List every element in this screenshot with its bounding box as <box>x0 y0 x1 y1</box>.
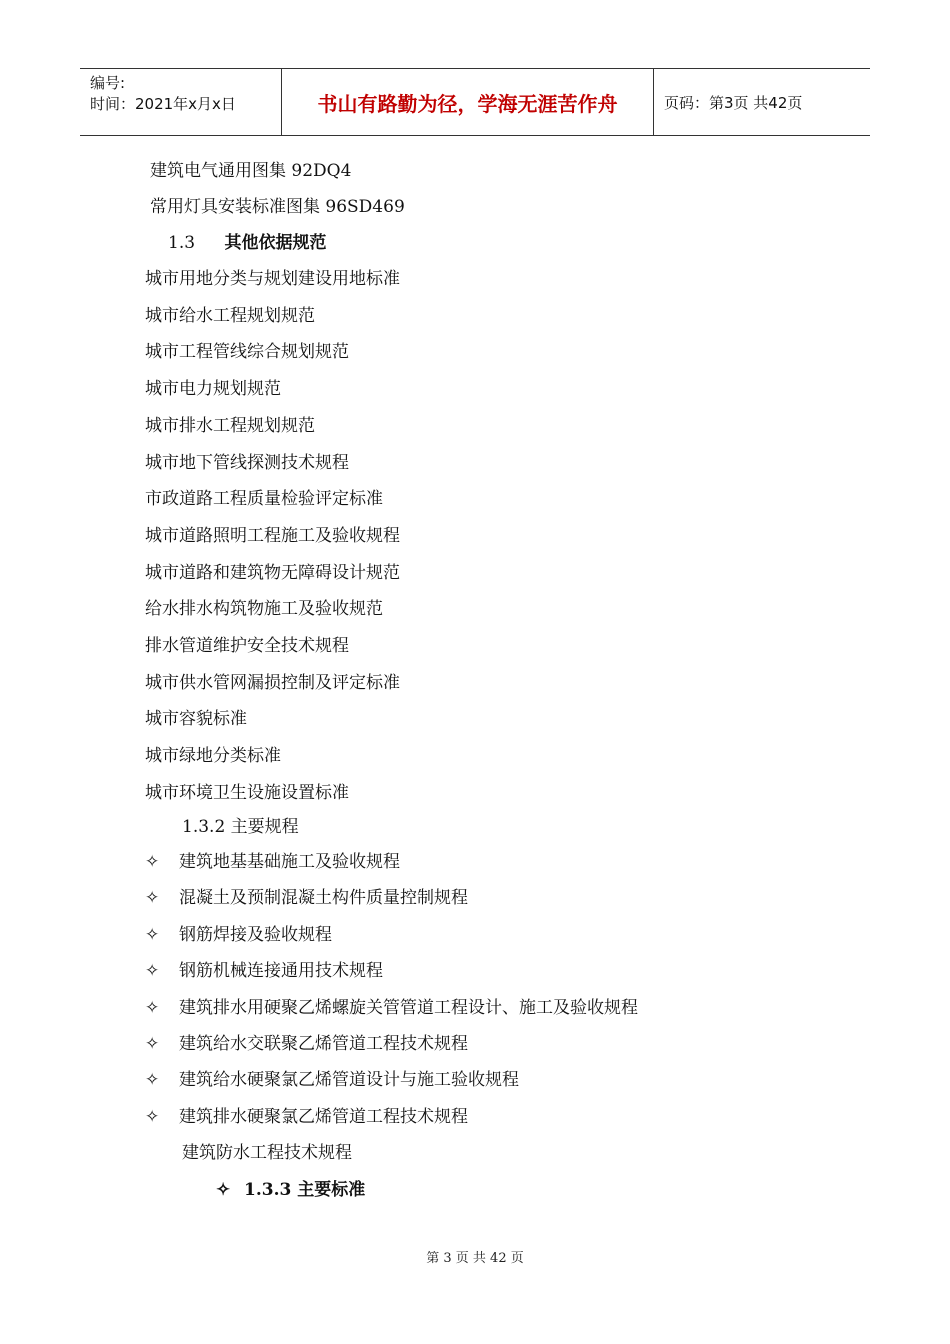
document-date: 时间：2021年x月x日 <box>90 95 236 113</box>
diamond-bullet-icon: ✧ <box>145 852 160 872</box>
page-header <box>80 68 870 136</box>
page-footer: 第 3 页 共 42 页 <box>426 1251 524 1266</box>
section-number: 1.3 <box>168 233 196 253</box>
list-item <box>145 1033 468 1055</box>
list-item-text: 建筑给水交联聚乙烯管道工程技术规程 <box>179 1034 468 1054</box>
list-item-text: 混凝土及预制混凝土构件质量控制规程 <box>179 888 468 909</box>
reference-line: 建筑电气通用图集 92DQ4 <box>150 161 352 181</box>
list-item: 城市电力规划规范 <box>145 379 281 400</box>
header-motto: 书山有路勤为径，学海无涯苦作舟 <box>282 69 654 135</box>
list-item-text: 建筑地基基础施工及验收规程 <box>179 852 400 872</box>
list-item: 给水排水构筑物施工及验收规范 <box>145 599 383 620</box>
diamond-bullet-icon: ✧ <box>145 888 160 909</box>
list-item: 城市容貌标准 <box>145 709 247 730</box>
list-item <box>145 924 332 946</box>
header-page-info: 页码：第3页 共42页 <box>664 93 803 112</box>
reference-line: 常用灯具安装标准图集 96SD469 <box>150 197 405 217</box>
section-heading-1-3-3 <box>216 1179 365 1201</box>
list-item <box>145 887 468 909</box>
list-item <box>145 960 383 982</box>
diamond-bullet-icon: ✧ <box>145 1034 160 1054</box>
list-item: 城市给水工程规划规范 <box>145 305 315 326</box>
list-item <box>145 1069 519 1091</box>
list-item: 城市工程管线综合规划规范 <box>145 342 349 363</box>
section-heading-1-3 <box>168 232 326 254</box>
diamond-bullet-icon: ✧ <box>145 1106 160 1127</box>
document-number-label: 编号: <box>90 74 126 92</box>
list-item: 城市道路和建筑物无障碍设计规范 <box>145 562 400 583</box>
list-item: 市政道路工程质量检验评定标准 <box>145 489 383 510</box>
diamond-bullet-icon: ✧ <box>216 1180 231 1200</box>
list-item: 城市环境卫生设施设置标准 <box>145 782 349 803</box>
section-title: 其他依据规范 <box>224 233 327 253</box>
list-item: 排水管道维护安全技术规程 <box>145 636 349 656</box>
list-item-text: 建筑给水硬聚氯乙烯管道设计与施工验收规程 <box>179 1070 519 1091</box>
list-item: 城市绿地分类标准 <box>145 746 281 767</box>
list-item-text: 建筑排水用硬聚乙烯螺旋关管管道工程设计、施工及验收规程 <box>179 997 638 1018</box>
list-item-text: 建筑排水硬聚氯乙烯管道工程技术规程 <box>179 1106 468 1127</box>
section-title: 1.3.3 主要标准 <box>244 1180 366 1200</box>
header-meta <box>80 69 282 135</box>
list-item: 城市道路照明工程施工及验收规程 <box>145 525 400 546</box>
section-heading-1-3-2: 1.3.2 主要规程 <box>182 817 299 837</box>
list-item <box>145 1106 468 1128</box>
list-item: 城市排水工程规划规范 <box>145 415 315 436</box>
list-item: 城市地下管线探测技术规程 <box>145 452 349 473</box>
diamond-bullet-icon: ✧ <box>145 997 160 1018</box>
list-item: 城市供水管网漏损控制及评定标准 <box>145 672 400 693</box>
diamond-bullet-icon: ✧ <box>145 961 160 982</box>
list-item <box>145 851 400 873</box>
list-item <box>145 997 638 1019</box>
list-item-text: 钢筋焊接及验收规程 <box>179 924 332 945</box>
list-item: 建筑防水工程技术规程 <box>182 1143 352 1163</box>
diamond-bullet-icon: ✧ <box>145 924 160 945</box>
diamond-bullet-icon: ✧ <box>145 1070 160 1091</box>
list-item: 城市用地分类与规划建设用地标准 <box>145 269 400 289</box>
list-item-text: 钢筋机械连接通用技术规程 <box>179 961 383 982</box>
